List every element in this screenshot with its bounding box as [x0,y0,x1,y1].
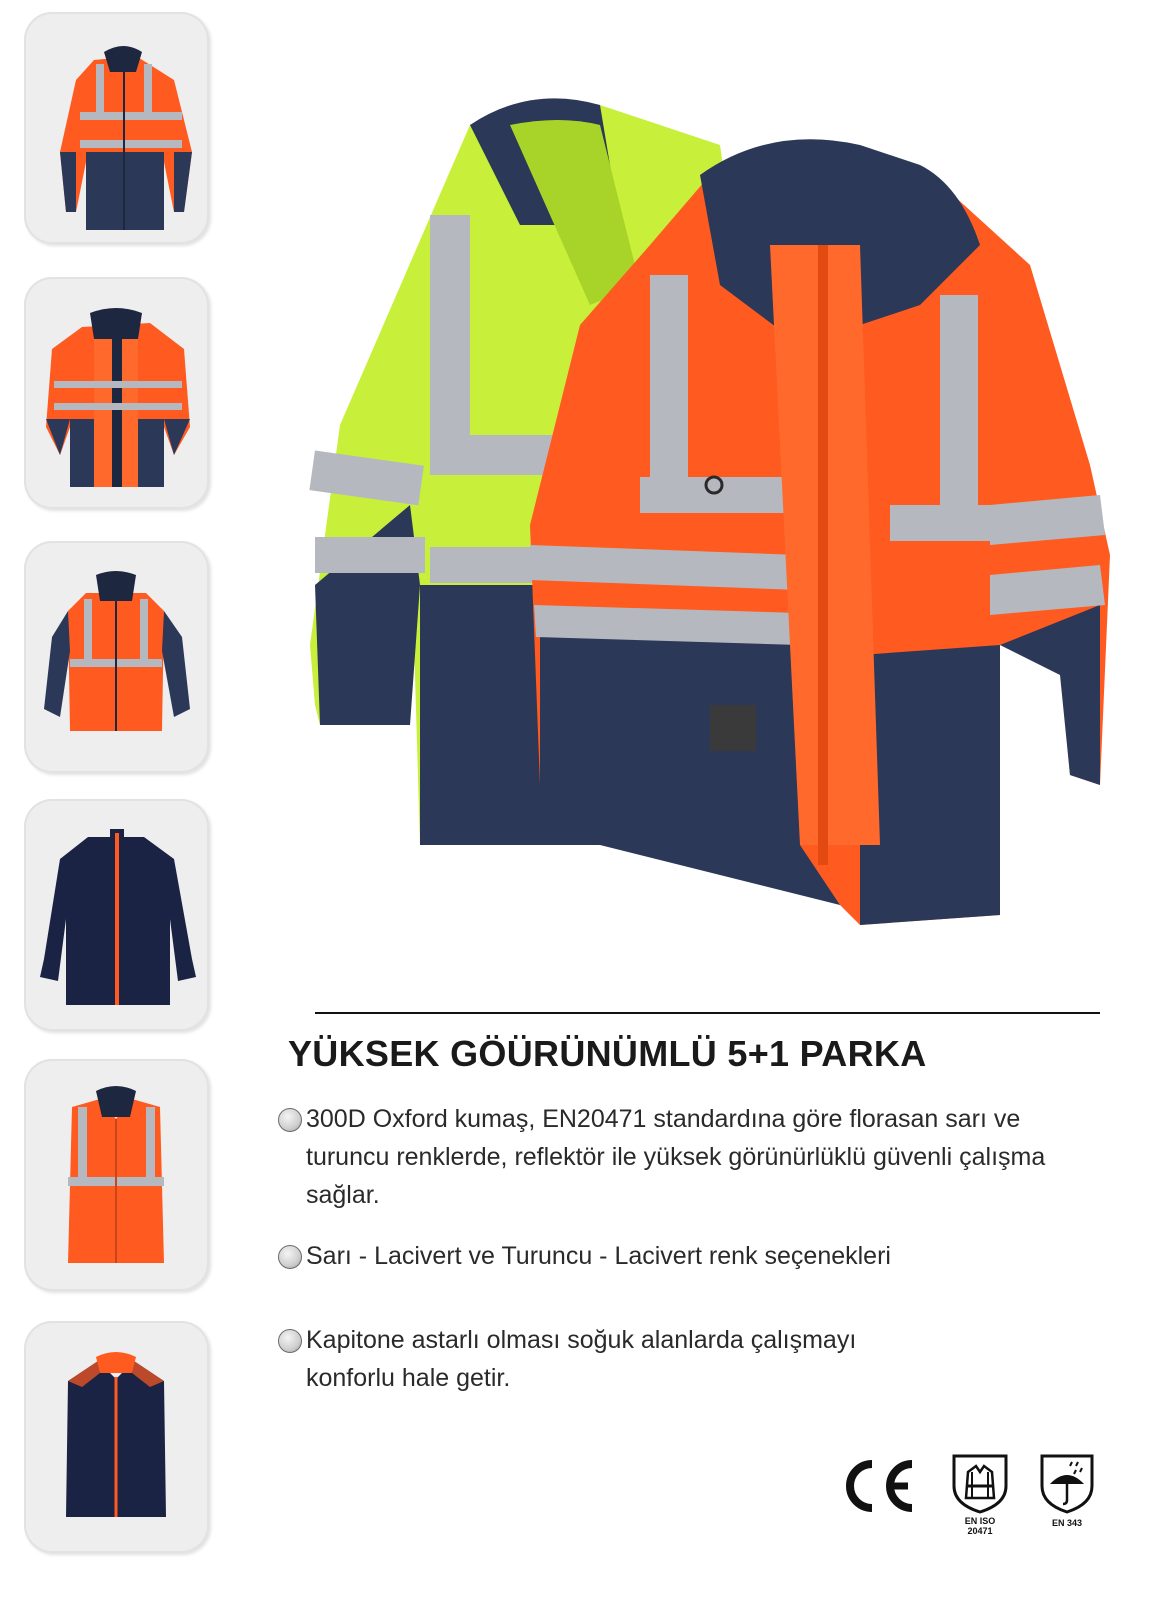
en-343-label: EN 343 [1051,1518,1083,1528]
feature-item [278,1321,1098,1397]
en-iso-20471-icon [948,1452,1012,1514]
parka-thumbnail-icon [24,12,209,244]
bullet-circle-icon [278,1108,302,1132]
title-divider [315,1012,1100,1014]
thumbnail-quilted-vest[interactable] [24,1321,209,1553]
feature-text: 300D Oxford kumaş, EN20471 standardına göre florasan sarı ve turuncu renklerde, reflektör ile yüksek görünürlüklü güvenli çalışma sağlar. [306,1105,1046,1209]
ce-mark-icon [838,1458,918,1514]
feature-text: Sarı - Lacivert ve Turuncu - Lacivert renk seçenekleri [306,1242,891,1270]
hivis-vest-thumbnail-icon [24,1059,209,1291]
feature-item [278,1100,1098,1214]
bullet-circle-icon [278,1329,302,1353]
feature-text: Kapitone astarlı olması soğuk alanlarda çalışmayı konforlu hale getir. [306,1326,857,1392]
parka-jacket-illustration [300,85,1130,945]
product-title: YÜKSEK GÖÜRÜNÜMLÜ 5+1 PARKA [288,1033,927,1074]
thumbnail-fleece[interactable] [24,799,209,1031]
thumbnail-hivis-vest[interactable] [24,1059,209,1291]
thumbnail-jacket-sleeves[interactable] [24,541,209,773]
hero-product-image [300,85,1130,945]
en-iso-label-line2: 20471 [967,1526,993,1536]
quilted-vest-thumbnail-icon [24,1321,209,1553]
en-343-rain-icon [1038,1452,1096,1514]
fleece-thumbnail-icon [24,799,209,1031]
thumbnail-parka-inner[interactable] [24,277,209,509]
feature-item [278,1237,1098,1275]
parka-inner-thumbnail-icon [24,277,209,509]
thumbnail-parka[interactable] [24,12,209,244]
en-iso-label-line1: EN ISO [964,1516,996,1526]
en-iso-label [948,1516,1012,1536]
bullet-circle-icon [278,1245,302,1269]
jacket-sleeves-thumbnail-icon [24,541,209,773]
